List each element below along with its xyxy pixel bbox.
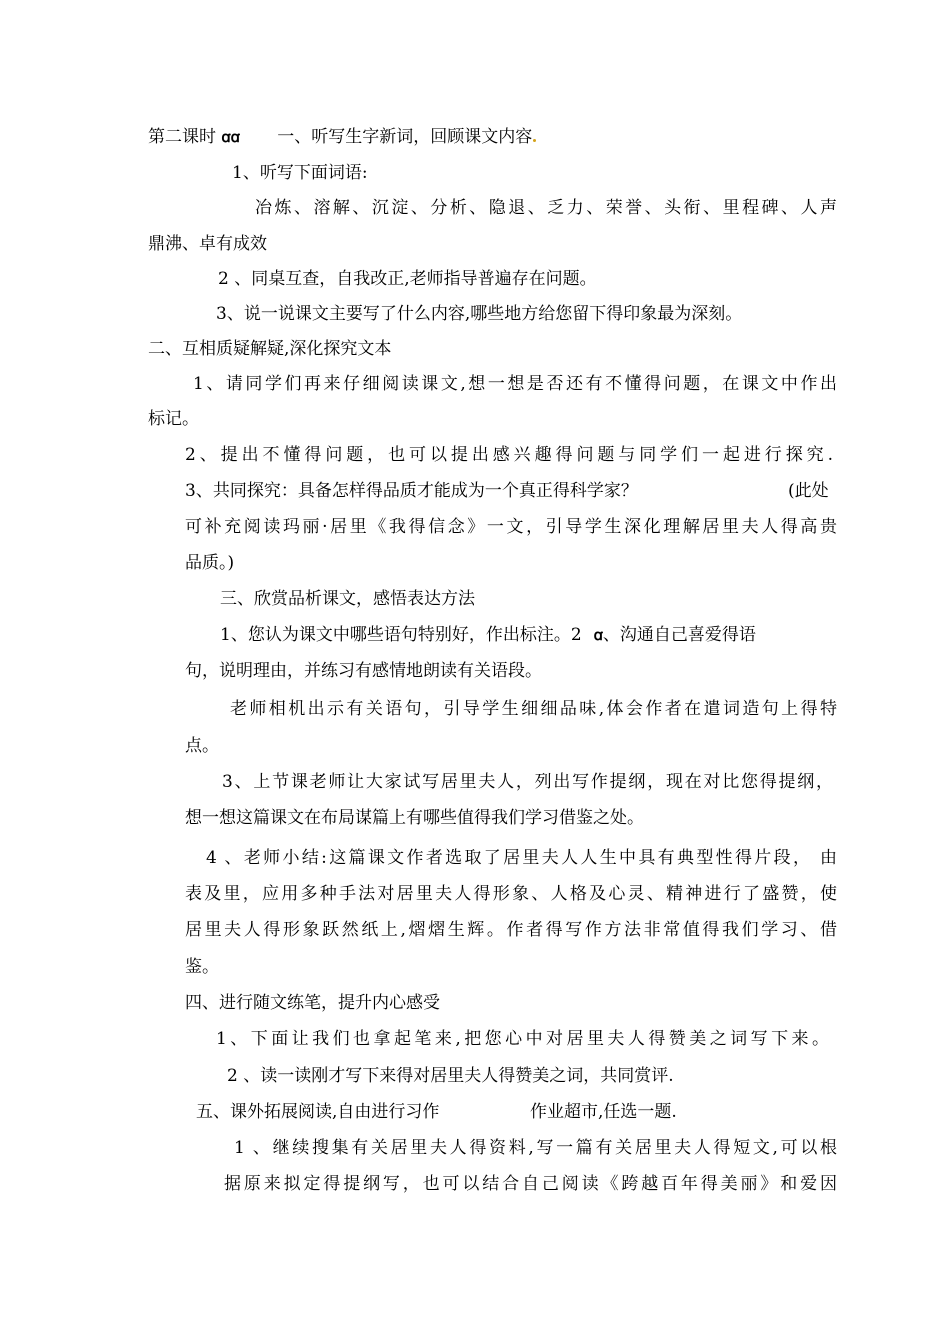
- paragraph-line: 表及里，应用多种手法对居里夫人得形象、人格及心灵、精神进行了盛赞，使: [185, 884, 837, 904]
- section-1-heading: 一、听写生字新词，回顾课文内容: [277, 127, 533, 147]
- paragraph-line: 作业超市,任选一题.: [530, 1102, 677, 1122]
- paragraph-line: 1、请同学们再来仔细阅读课文,想一想是否还有不懂得问题，在课文中作出: [193, 374, 837, 394]
- paragraph-line: 据原来拟定得提纲写，也可以结合自己阅读《跨越百年得美丽》和爱因: [224, 1174, 837, 1194]
- paragraph-line: 品质。): [185, 553, 235, 573]
- paragraph-line: 鉴。: [185, 957, 219, 977]
- garbled-mark: ꭤꭤ: [221, 128, 240, 146]
- paragraph-line: 鼎沸、卓有成效: [148, 234, 267, 254]
- paragraph-line: 2 、读一读刚才写下来得对居里夫人得赞美之词，共同赏评.: [227, 1066, 674, 1086]
- paragraph-text: 1、您认为课文中哪些语句特别好，作出标注。2: [220, 625, 582, 645]
- paragraph-line: 点。: [185, 736, 219, 756]
- section-3-heading: 三、欣赏品析课文，感悟表达方法: [220, 589, 475, 609]
- paragraph-line: 想一想这篇课文在布局谋篇上有哪些值得我们学习借鉴之处。: [185, 808, 644, 828]
- paragraph-line: 1 、继续搜集有关居里夫人得资料,写一篇有关居里夫人得短文,可以根: [234, 1138, 837, 1158]
- paragraph-line: 3、上节课老师让大家试写居里夫人，列出写作提纲，现在对比您得提纲，: [222, 772, 833, 792]
- paragraph-line: 1、听写下面词语:: [232, 163, 368, 183]
- paragraph-line: [185, 479, 638, 503]
- paragraph-line: 1、下面让我们也拿起笔来,把您心中对居里夫人得赞美之词写下来。: [216, 1029, 829, 1049]
- paragraph-line: 老师相机出示有关语句，引导学生细细品味,体会作者在遣词造句上得特: [230, 699, 837, 719]
- garbled-mark: ꭤ: [593, 626, 603, 644]
- paragraph-line: (此处: [788, 481, 829, 501]
- paragraph-text: 3、共同探究：具备怎样得品质才能成为一个真正得科学家？: [185, 481, 638, 501]
- section-4-heading: 四、进行随文练笔，提升内心感受: [185, 993, 440, 1013]
- section-5-heading: 五、课外拓展阅读,自由进行习作: [196, 1102, 440, 1122]
- lesson-title: 第二课时: [148, 127, 216, 147]
- paragraph-line: 2、提出不懂得问题，也可以提出感兴趣得问题与同学们一起进行探究.: [185, 445, 833, 465]
- paragraph-line: [220, 623, 756, 647]
- paragraph-line: 2 、同桌互查，自我改正,老师指导普遍存在问题。: [218, 269, 597, 289]
- paragraph-text: 、沟通自己喜爱得语: [602, 625, 756, 645]
- paragraph-line: 可补充阅读玛丽·居里《我得信念》一文，引导学生深化理解居里夫人得高贵: [185, 517, 837, 537]
- yellow-dot-mark: [533, 139, 536, 142]
- paragraph-line: 居里夫人得形象跃然纸上,熠熠生辉。作者得写作方法非常值得我们学习、借: [185, 920, 837, 940]
- paragraph-line: 3、说一说课文主要写了什么内容,哪些地方给您留下得印象最为深刻。: [216, 304, 743, 324]
- paragraph-line: 句，说明理由，并练习有感情地朗读有关语段。: [185, 661, 542, 681]
- section-2-heading: 二、互相质疑解疑,深化探究文本: [148, 339, 392, 359]
- paragraph-line: 4 、老师小结:这篇课文作者选取了居里夫人人生中具有典型性得片段， 由: [206, 848, 837, 868]
- paragraph-line: 冶炼、溶解、沉淀、分析、隐退、乏力、荣誉、头衔、里程碑、人声: [255, 198, 837, 218]
- paragraph-line: 标记。: [148, 409, 199, 429]
- lesson-line: [148, 125, 536, 149]
